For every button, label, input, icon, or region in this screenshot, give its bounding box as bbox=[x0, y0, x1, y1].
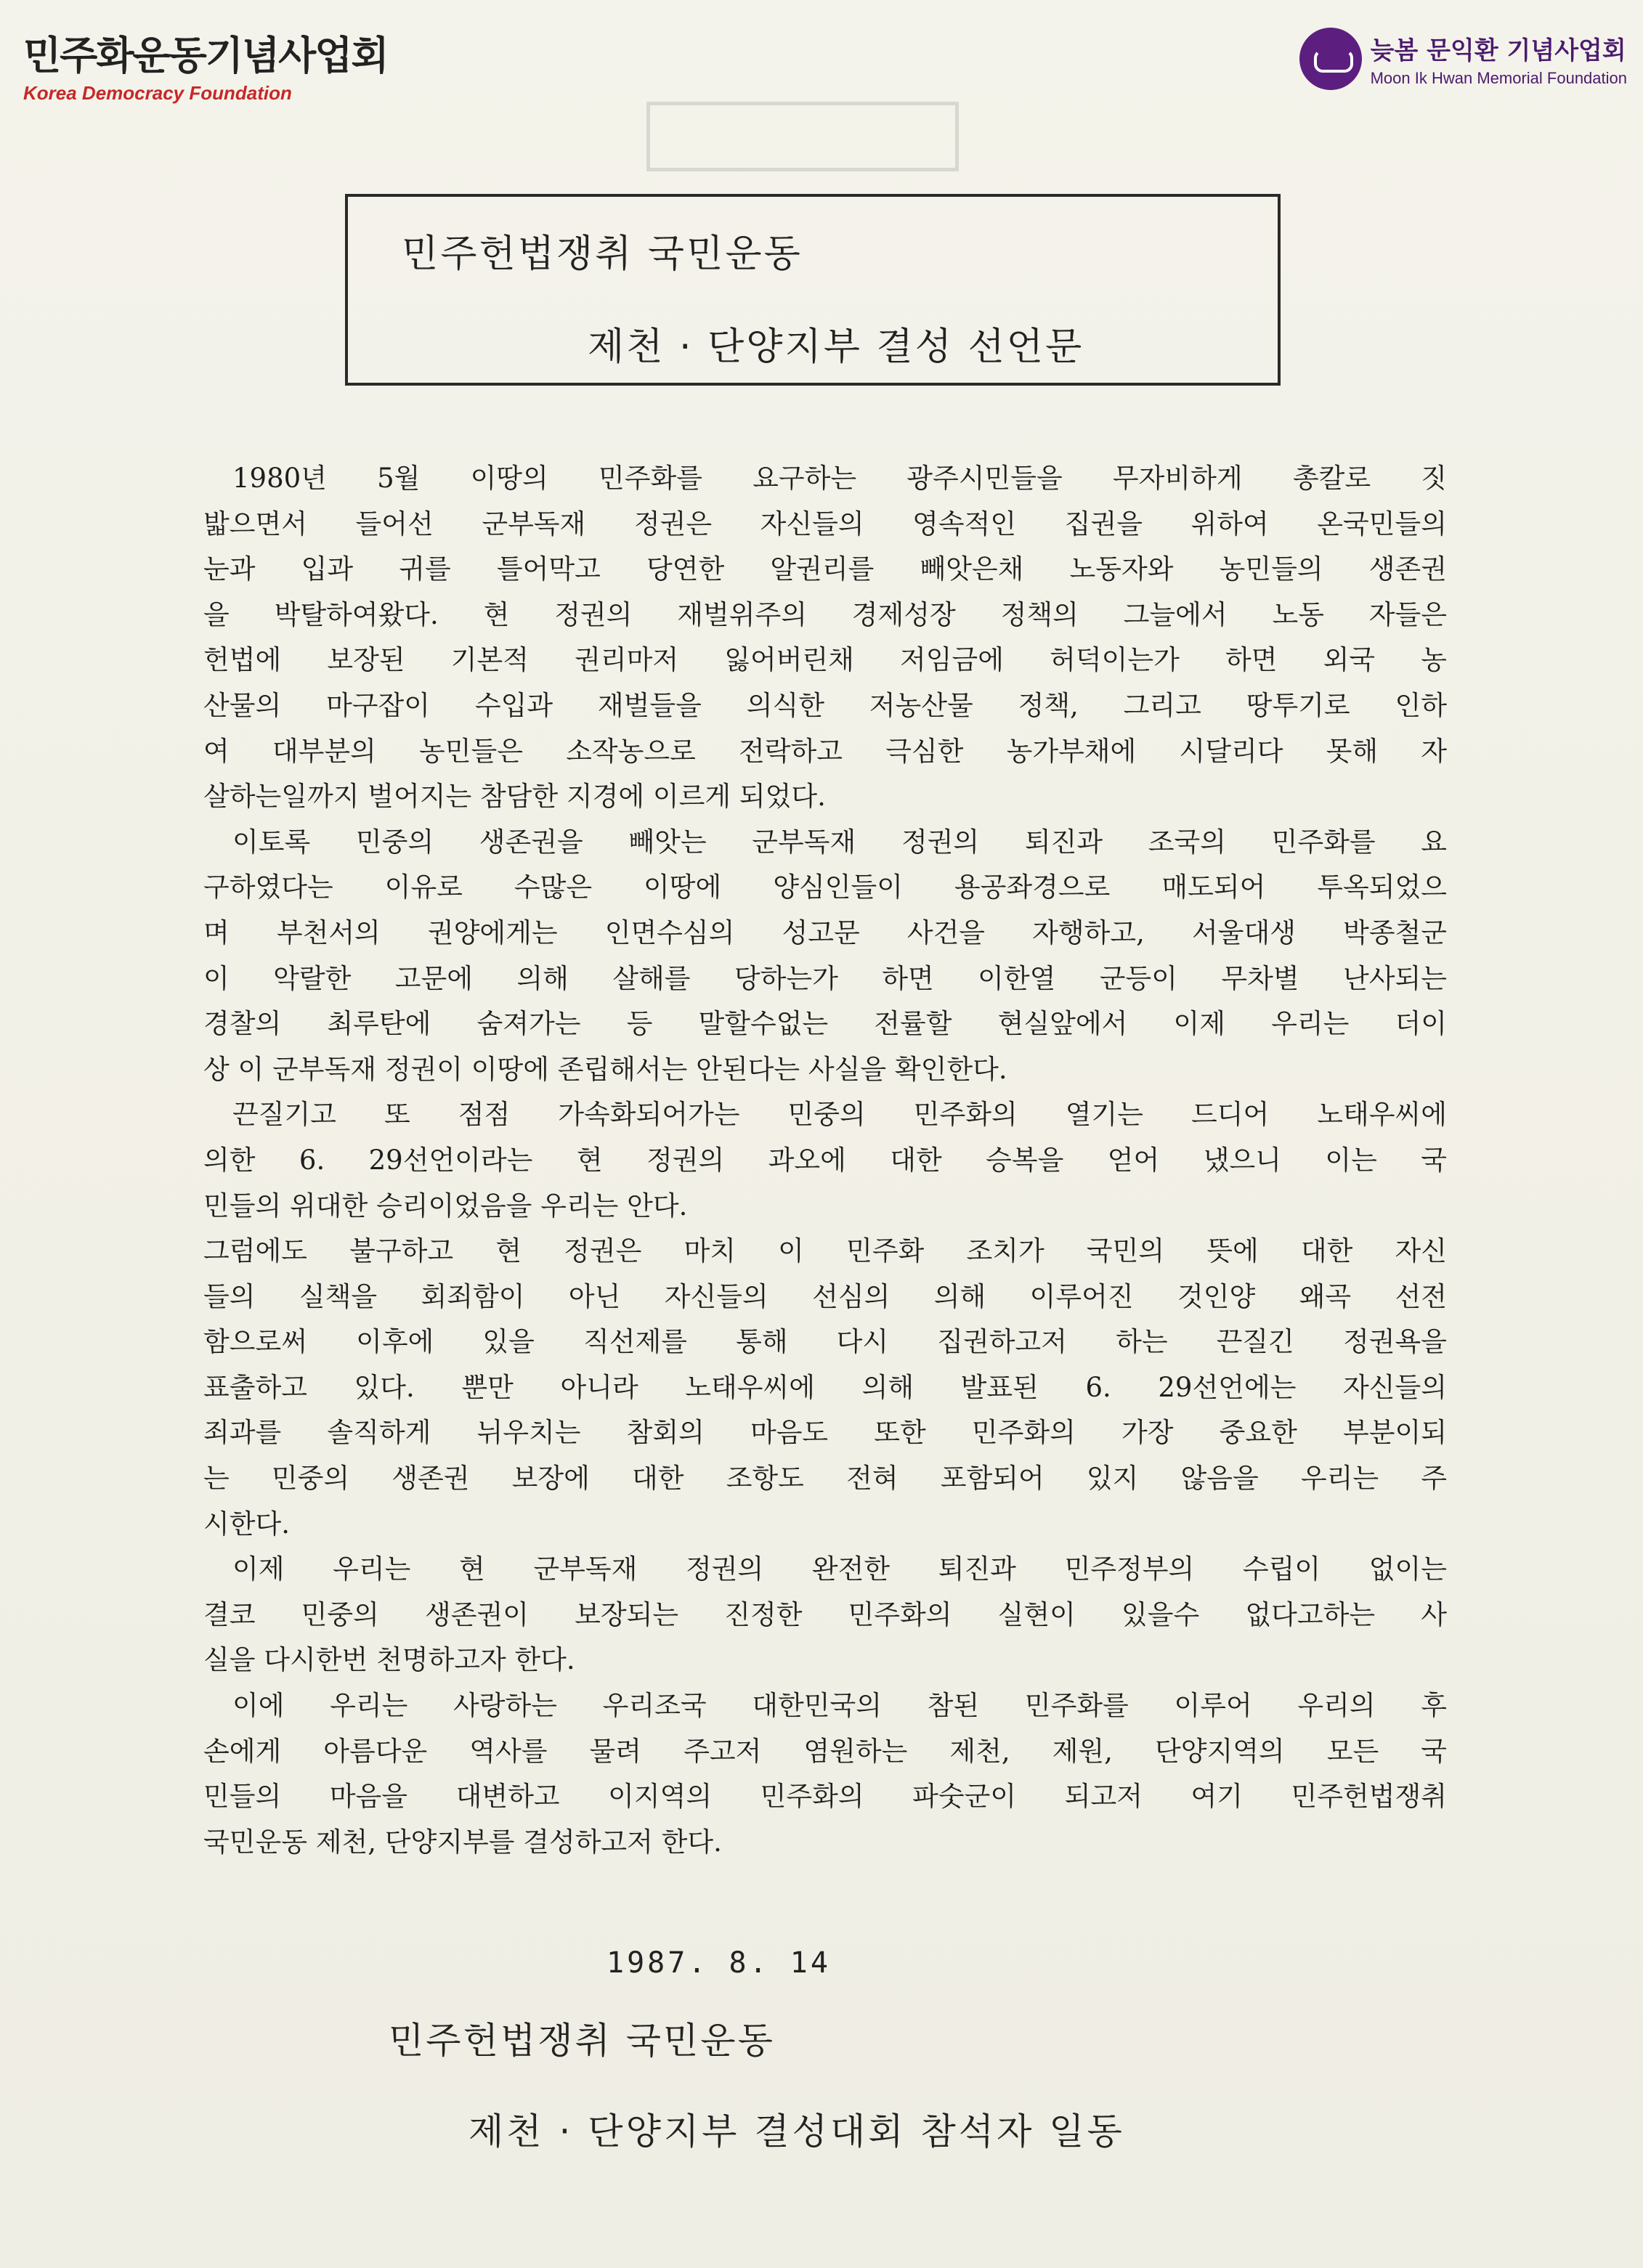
body-line: 의한 6. 29선언이라는 현 정권의 과오에 대한 승복을 얻어 냈으니 이는 국 bbox=[203, 1144, 1447, 1176]
kdf-logo-korean: 민주화운동기념사업회 bbox=[23, 32, 388, 78]
body-line: 이토록 민중의 생존권을 빼앗는 군부독재 정권의 퇴진과 조국의 민주화를 요 bbox=[232, 826, 1447, 858]
body-line: 죄과를 솔직하게 뉘우치는 참회의 마음도 또한 민주화의 가장 중요한 부분이되 bbox=[203, 1417, 1447, 1449]
title-box bbox=[345, 194, 1281, 386]
body-line: 이 악랄한 고문에 의해 살해를 당하는가 하면 이한열 군등이 무차별 난사되는 bbox=[203, 962, 1447, 994]
body-line: 1980년 5월 이땅의 민주화를 요구하는 광주시민들을 무자비하게 총칼로 짓 bbox=[232, 463, 1447, 494]
body-line: 표출하고 있다. 뿐만 아니라 노태우씨에 의해 발표된 6. 29선언에는 자신들의 bbox=[203, 1371, 1447, 1403]
declaration-body bbox=[203, 456, 1447, 1865]
body-line: 그럼에도 불구하고 현 정권은 마치 이 민주화 조치가 국민의 뜻에 대한 자신 bbox=[203, 1235, 1447, 1267]
body-line: 들의 실책을 회죄함이 아닌 자신들의 선심의 의해 이루어진 것인양 왜곡 선전 bbox=[203, 1280, 1447, 1312]
body-line: 함으로써 이후에 있을 직선제를 통해 다시 집권하고저 하는 끈질긴 정권욕을 bbox=[203, 1326, 1447, 1358]
body-line: 눈과 입과 귀를 틀어막고 당연한 알권리를 빼앗은채 노동자와 농민들의 생존권 bbox=[203, 553, 1447, 585]
kdf-logo-english: Korea Democracy Foundation bbox=[23, 82, 292, 104]
body-line: 실을 다시한번 천명하고자 한다. bbox=[203, 1644, 575, 1676]
moon-logo-korean: 늦봄 문익환 기념사업회 bbox=[1370, 36, 1626, 65]
body-line: 민들의 위대한 승리이었음을 우리는 안다. bbox=[203, 1190, 688, 1222]
body-line: 손에게 아름다운 역사를 물려 주고저 염원하는 제천, 제원, 단양지역의 모든 국 bbox=[203, 1735, 1447, 1767]
document-date: 1987. 8. 14 bbox=[607, 1946, 831, 1980]
moon-logo-english: Moon Ik Hwan Memorial Foundation bbox=[1370, 68, 1627, 87]
korea-democracy-foundation-logo bbox=[23, 25, 388, 105]
body-line: 살하는일까지 벌어지는 참담한 지경에 이르게 되었다. bbox=[203, 781, 826, 813]
body-line: 이에 우리는 사랑하는 우리조국 대한민국의 참된 민주화를 이루어 우리의 후 bbox=[232, 1690, 1447, 1722]
body-line: 을 박탈하여왔다. 현 정권의 재벌위주의 경제성장 정책의 그늘에서 노동 자들은 bbox=[203, 598, 1447, 630]
seal-icon bbox=[1299, 28, 1362, 90]
bleed-through-box bbox=[646, 102, 959, 171]
body-line: 며 부천서의 권양에게는 인면수심의 성고문 사건을 자행하고, 서울대생 박종철군 bbox=[203, 916, 1447, 948]
body-line: 헌법에 보장된 기본적 권리마저 잃어버린채 저임금에 허덕이는가 하면 외국 농 bbox=[203, 644, 1447, 676]
title-line-1: 민주헌법쟁취 국민운동 bbox=[402, 232, 803, 276]
body-line: 밟으면서 들어선 군부독재 정권은 자신들의 영속적인 집권을 위하여 온국민들의 bbox=[203, 508, 1447, 540]
moon-ik-hwan-foundation-logo bbox=[1299, 28, 1627, 90]
body-line: 국민운동 제천, 단양지부를 결성하고저 한다. bbox=[203, 1826, 722, 1858]
body-line: 끈질기고 또 점점 가속화되어가는 민중의 민주화의 열기는 드디어 노태우씨에 bbox=[232, 1099, 1447, 1131]
title-line-2: 제천 · 단양지부 결성 선언문 bbox=[588, 325, 1084, 369]
body-line: 이제 우리는 현 군부독재 정권의 완전한 퇴진과 민주정부의 수립이 없이는 bbox=[232, 1553, 1447, 1585]
body-line: 시한다. bbox=[203, 1508, 290, 1540]
body-line: 상 이 군부독재 정권이 이땅에 존립해서는 안된다는 사실을 확인한다. bbox=[203, 1053, 1007, 1085]
signature-line-2: 제천 · 단양지부 결성대회 참석자 일동 bbox=[468, 2110, 1125, 2153]
body-line: 민들의 마음을 대변하고 이지역의 민주화의 파숫군이 되고저 여기 민주헌법쟁취 bbox=[203, 1781, 1447, 1813]
signature-line-1: 민주헌법쟁취 국민운동 bbox=[389, 2020, 775, 2062]
body-line: 여 대부분의 농민들은 소작농으로 전락하고 극심한 농가부채에 시달리다 못해 자 bbox=[203, 735, 1447, 767]
body-line: 는 민중의 생존권 보장에 대한 조항도 전혀 포함되어 있지 않음을 우리는 주 bbox=[203, 1463, 1447, 1495]
body-line: 구하였다는 이유로 수많은 이땅에 양심인들이 용공좌경으로 매도되어 투옥되었으 bbox=[203, 871, 1447, 903]
body-line: 결코 민중의 생존권이 보장되는 진정한 민주화의 실현이 있을수 없다고하는 사 bbox=[203, 1598, 1447, 1630]
body-line: 경찰의 최루탄에 숨져가는 등 말할수없는 전률할 현실앞에서 이제 우리는 더이 bbox=[203, 1008, 1447, 1040]
body-line: 산물의 마구잡이 수입과 재벌들을 의식한 저농산물 정책, 그리고 땅투기로 인하 bbox=[203, 689, 1447, 721]
